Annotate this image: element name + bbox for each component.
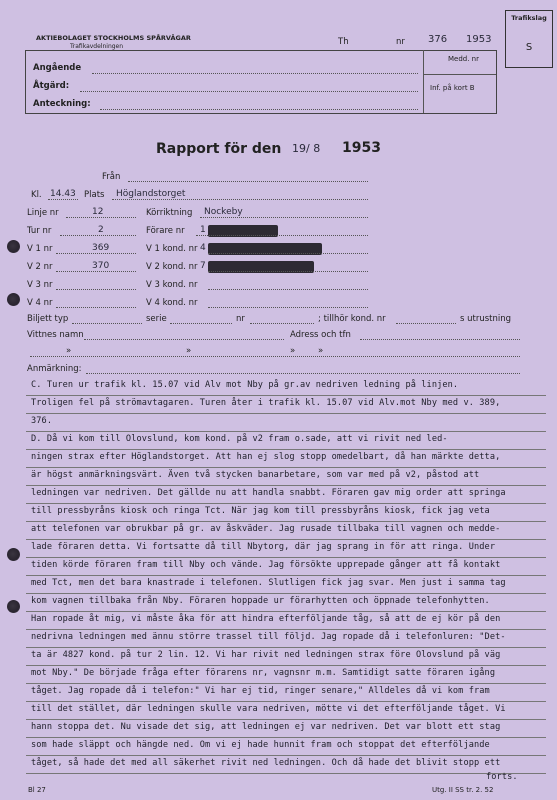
utrustning-label: s utrustning	[460, 314, 512, 324]
vittnes-label: Vittnes namn	[27, 330, 84, 340]
v1-label: V 1 nr	[27, 244, 53, 254]
body-line: kom vagnen tillbaka från Nby. Föraren hoppade ur förarhytten och öppnade telefonhytten.	[31, 596, 490, 606]
body-line: ningen strax efter Höglandstorget. Att han ej slog stopp omedelbart, då han märkte detta,	[31, 452, 501, 462]
body-line: tåget, så hade det med all säkerhet rivit ned ledningen. Och då hade det blivit stopp ett	[31, 758, 501, 768]
ditto-mark: »	[66, 346, 72, 356]
linje-label: Linje nr	[27, 208, 59, 218]
body-line: C. Turen ur trafik kl. 15.07 vid Alv mot Nby på gr.av nedriven ledning på linjen.	[31, 380, 459, 390]
body-line: D. Då vi kom till Olovslund, kom kond. på v2 fram o.sade, att vi rivit ned led-	[31, 434, 448, 444]
forare-label: Förare nr	[146, 226, 185, 236]
korriktning-label: Körriktning	[146, 208, 193, 218]
body-line: tåget. Jag ropade då i telefon:" Vi har ej tid, ringer senare," Alldeles då vi kom fram	[31, 686, 490, 696]
angaende-label: Angående	[33, 63, 82, 73]
body-line: Troligen fel på strömavtagaren. Turen åter i trafik kl. 15.07 vid Alv.mot Nby med v. 389,	[31, 398, 501, 408]
body-line: ta är 4827 kond. på tur 2 lin. 12. Vi har rivit ned ledningen strax före Olovslund på väg	[31, 650, 501, 660]
body-line: hann stoppa det. Nu visade det sig, att ledningen ej var nedriven. Det var blott ett stag	[31, 722, 501, 732]
body-line: ledningen var nedriven. Det gällde nu att handla snabbt. Föraren gav mig order att springa	[31, 488, 506, 498]
kl-value: 14.43	[50, 189, 76, 199]
forare-value: 1	[200, 225, 206, 235]
nr-label: nr	[396, 37, 405, 47]
footer-print-code: Utg. II SS tr. 2. 52	[432, 786, 494, 794]
v2-kond-value: 7	[200, 261, 206, 271]
report-year: 1953	[342, 140, 381, 156]
v2-value: 370	[92, 261, 110, 271]
v3-kond-label: V 3 kond. nr	[146, 280, 198, 290]
ditto-mark: »	[186, 346, 192, 356]
anmarkning-label: Anmärkning:	[27, 364, 82, 374]
anteckning-label: Anteckning:	[33, 99, 91, 109]
v1-value: 369	[92, 243, 110, 253]
body-line: Han ropade åt mig, vi måste åka för att hindra efterföljande tåg, så att de ej kör på den	[31, 614, 501, 624]
top-form-box	[25, 50, 497, 114]
adress-label: Adress och tfn	[290, 330, 351, 340]
v1-kond-value: 4	[200, 243, 206, 253]
punch-hole	[7, 600, 20, 613]
linje-value: 12	[92, 207, 104, 217]
serie-label: serie	[146, 314, 167, 324]
punch-hole	[7, 293, 20, 306]
body-line: till pressbyråns kiosk och ringa Tct. När jag kom till pressbyråns kiosk, fick jag veta	[31, 506, 490, 516]
biljett-nr-label: nr	[236, 314, 245, 324]
ditto-mark: »	[318, 346, 324, 356]
kl-label: Kl.	[31, 190, 42, 200]
body-line: 376.	[31, 416, 53, 426]
body-line: är högst anmärkningsvärt. Även två stycken banarbetare, som var med på v2, påstod att	[31, 470, 480, 480]
tur-value: 2	[98, 225, 104, 235]
punch-hole	[7, 548, 20, 561]
v2-label: V 2 nr	[27, 262, 53, 272]
body-line: till det stället, där ledningen skulle vara nedriven, mötte vi det efterföljande tåget. Vi	[31, 704, 506, 714]
body-line: att telefonen var obrukbar på gr. av åskväder. Jag rusade tillbaka till vagnen och medde-	[31, 524, 501, 534]
tillhor-label: ; tillhör kond. nr	[318, 314, 386, 324]
fran-label: Från	[102, 172, 121, 182]
inf-kort-label: Inf. på kort B	[430, 84, 475, 92]
v3-label: V 3 nr	[27, 280, 53, 290]
body-line: nedrivna ledningen med ännu större trassel till följd. Jag ropade då i telefonluren: "Det-	[31, 632, 506, 642]
v2-kond-label: V 2 kond. nr	[146, 262, 198, 272]
v1-kond-label: V 1 kond. nr	[146, 244, 198, 254]
medd-nr-label: Medd. nr	[448, 55, 479, 63]
v4-kond-label: V 4 kond. nr	[146, 298, 198, 308]
footer-form-code: Bl 27	[28, 786, 46, 794]
punch-hole	[7, 240, 20, 253]
company-department: Trafikavdelningen	[70, 43, 124, 50]
trafikslag-title: Trafikslag	[511, 14, 547, 22]
th-label: Th	[338, 37, 349, 47]
biljett-label: Biljett typ	[27, 314, 69, 324]
v4-label: V 4 nr	[27, 298, 53, 308]
plats-label: Plats	[84, 190, 105, 200]
header-year: 1953	[466, 34, 492, 45]
body-line: tiden körde föraren fram till Nby och vände. Jag försökte upprepade gånger att få kontakt	[31, 560, 501, 570]
body-line: med Tct, men det bara knastrade i telefonen. Slutligen fick jag svar. Men just i samma tag	[31, 578, 506, 588]
company-name: AKTIEBOLAGET STOCKHOLMS SPÅRVÄGAR	[36, 34, 191, 42]
report-title: Rapport för den	[156, 141, 282, 157]
body-line: mot Nby." De började fråga efter förarens nr, vagnsnr m.m. Samtidigt satte föraren igång	[31, 668, 496, 678]
korriktning-value: Nockeby	[204, 207, 243, 217]
report-date: 19/ 8	[292, 142, 321, 155]
ditto-mark: »	[290, 346, 296, 356]
plats-value: Höglandstorget	[116, 189, 186, 199]
body-line: som hade släppt och hängde ned. Om vi ej hade hunnit fram och stoppat det efterföljande	[31, 740, 490, 750]
body-line: lade föraren detta. Vi fortsatte då till Nbytorg, där jag sprang in för att ringa. Under	[31, 542, 496, 552]
tur-label: Tur nr	[27, 226, 52, 236]
report-number: 376	[428, 34, 448, 45]
body-line-forts: forts.	[486, 772, 518, 782]
trafikslag-letter: S	[525, 42, 533, 53]
atgard-label: Åtgärd:	[33, 81, 70, 91]
